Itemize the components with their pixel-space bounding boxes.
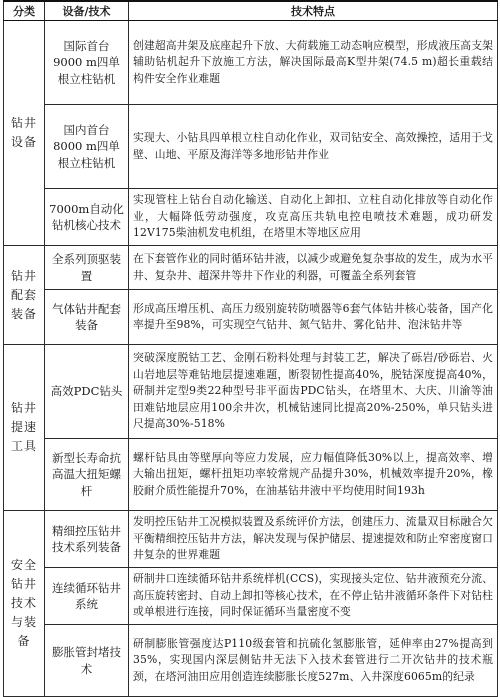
device-label: 国际首台9000 m四单根立柱钻机 [53,38,120,86]
device-cell [45,21,129,105]
category-cell [4,246,45,345]
device-cell [45,105,129,189]
table-row [4,290,498,345]
feature-cell: 研制膨胀管强度达P110级套管和抗硫化氢膨胀管，延伸率由27%提高到35%，实现国内深层侧钻井无法下入技术套管进行二开次钻井的技术瓶颈，在塔河油田应用创造连续膨胀长度527m、入井深度6065m的纪录 [129,625,498,697]
device-label: 高效PDC钻头 [50,384,123,399]
feature-cell: 螺杆钻具由等壁厚向等应力发展，应力幅值降低30%以上，提高效率、增大输出扭矩，螺杆扭矩功率较常规产品提升30%，机械效率提升20%，橡胶耐介质性能提升70%，在油基钻井液中平均使用时间193h [129,439,498,511]
table-row [4,345,498,439]
table-row [4,568,498,625]
equipment-technology-table [3,0,498,697]
device-cell [45,568,129,625]
feature-cell: 创建超高井架及底座起升下放、大荷载施工动态响应模型，形成液压高支架辅助钻机起升下放施工方法，解决国际最高K型井架(74.5 m)超长重载结构件安全作业难题 [129,21,498,105]
feature-cell: 突破深度脱钴工艺、金刚石粉料处理与封装工艺，解决了砾岩/砂砾岩、火山岩地层等难钻地层提速难题，断裂韧性提高40%，脱钴深度提高40%，研制并定型9类22种型号非平面齿PDC钻头，在塔里木、大庆、川渝等油田难钻地层应用100余井次，机械钻速同比提高20%-250%，单只钻头进尺提高30%-518% [129,345,498,439]
feature-cell: 实现大、小钻具四单根立柱自动化作业，双司钻安全、高效操控，适用于戈壁、山地、平原及海洋等多地形钻井作业 [129,105,498,189]
device-cell [45,439,129,511]
category-cell [4,21,45,246]
feature-cell: 形成高压增压机、高压力级别旋转防喷器等6套气体钻井核心装备，国产化率提升至98%，可实现空气钻井、氮气钻井、雾化钻井、泡沫钻井等 [129,290,498,345]
device-label: 新型长寿命抗高温大扭矩螺杆 [52,450,121,498]
device-label: 连续循环钻井系统 [52,580,121,611]
header-category: 分类 [4,1,45,21]
table-row [4,439,498,511]
table-row [4,511,498,568]
header-features: 技术特点 [129,1,498,21]
device-cell [45,290,129,345]
category-label: 安全钻井技术与装备 [10,558,37,648]
device-cell [45,625,129,697]
feature-cell: 在下套管作业的同时循环钻井液，以减少或避免复杂事故的发生，成为水平井、复杂井、超深井等井下作业的利器，可覆盖全系列套管 [129,246,498,290]
category-label: 钻井提速工具 [10,401,37,453]
category-cell [4,511,45,697]
device-cell [45,246,129,290]
category-label: 钻井设备 [10,116,37,149]
device-label: 国内首台8000 m四单根立柱钻机 [53,122,120,170]
device-label: 7000m自动化钻机核心技术 [49,201,124,232]
device-cell [45,511,129,568]
header-device: 设备/技术 [45,1,129,21]
table-row [4,246,498,290]
table-row [4,189,498,246]
device-cell [45,189,129,246]
feature-cell: 研制井口连续循环钻井系统样机(CCS)，实现接头定位、钻井液预充分流、高压旋转密封、自动上卸扣等核心技术，在不停止钻井液循环条件下对钻柱或单根进行连接，同时保证循环当量密度不变 [129,568,498,625]
feature-cell: 发明控压钻井工况模拟装置及系统评价方法，创建压力、流量双目标融合欠平衡精细控压钻井方法，解决发现与保护储层、提速提效和防止窄密度窗口井复杂的世界难题 [129,511,498,568]
device-label: 膨胀管封堵技术 [52,645,121,676]
table-row [4,105,498,189]
feature-cell: 实现管柱上钻台自动化输送、自动化上卸扣、立柱自动化排放等自动化作业，大幅降低劳动强度，攻克高压共轨电控电喷技术难题，成功研发12V175柴油机发电机组，在塔里木等地区应用 [129,189,498,246]
table-row [4,625,498,697]
category-cell [4,345,45,511]
category-label: 钻井配套装备 [10,268,37,321]
table-header-row [4,1,498,21]
table-row [4,21,498,105]
device-label: 精细控压钻井技术系列装备 [52,523,121,554]
device-label: 气体钻井配套装备 [52,301,121,332]
device-label: 全系列顶驱装置 [52,252,121,283]
device-cell [45,345,129,439]
